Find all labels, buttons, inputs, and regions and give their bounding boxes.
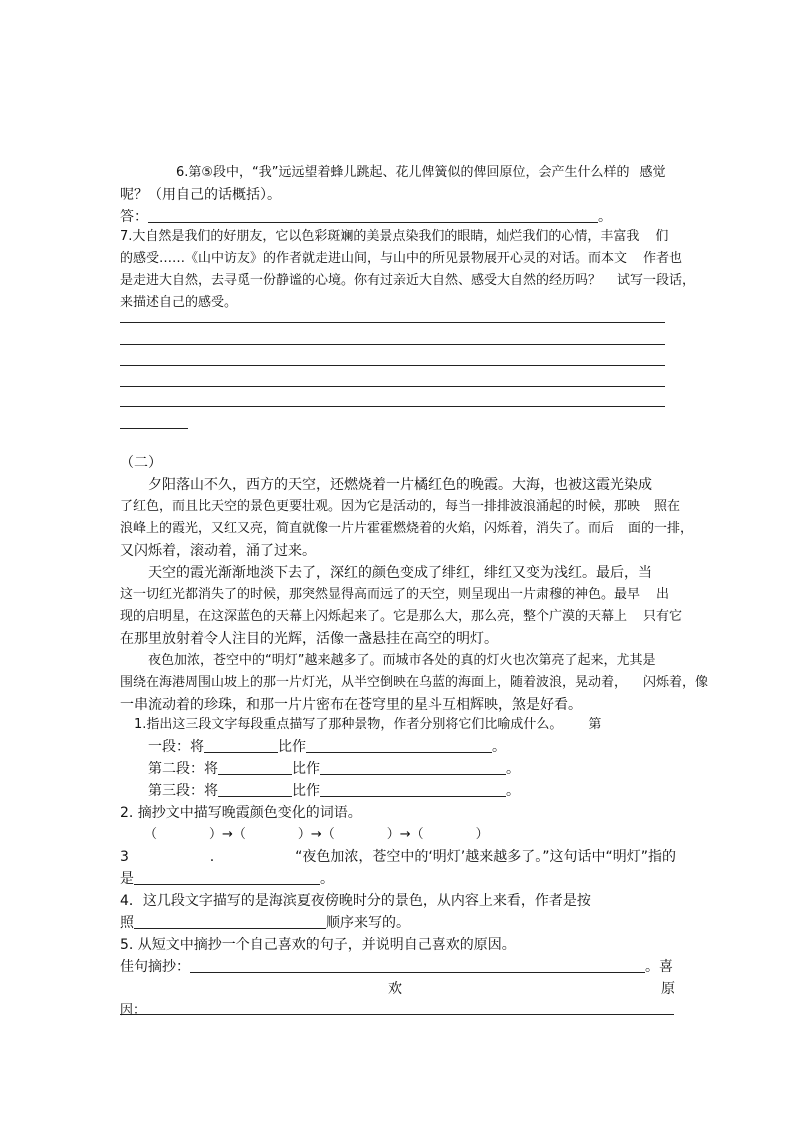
q2-color-chain[interactable]: （ ）→（ ）→（ ）→（ ） [144,827,489,842]
q1-segment-3: 第三段：将 比作 。 [148,783,520,799]
q4-answer-blank[interactable] [134,914,326,929]
q7-line4: 来描述自己的感受。 [120,295,238,310]
q3-line2: 是 。 [120,871,334,887]
q5-reason-answer-line[interactable] [120,1014,674,1015]
q6-line2: 呢？（用自己的话概括）。 [120,187,281,203]
q7-answer-line-1[interactable] [120,322,665,323]
q5-quote-blank[interactable] [190,958,645,973]
q7-line2: 的感受……《山中访友》的作者就走进山间，与山中的所见景物展开心灵的对话。而本文 作者也 [120,251,683,266]
q1-prompt: 1.指出这三段文字每段重点描写了那种景物，作者分别将它们比喻成什么。 第 [134,717,602,732]
q1-segment-1: 一段：将 比作 。 [148,739,506,755]
passage-p1-line1: 夕阳落山不久，西方的天空，还燃烧着一片橘红色的晚霞。大海，也被这霞光染成 [148,477,652,493]
section-heading: （二） [120,455,162,471]
q5-prompt: 5. 从短文中摘抄一个自己喜欢的句子，并说明自己喜欢的原因。 [120,937,516,953]
q4-line2: 照 顺序来写的。 [120,915,410,931]
q6-answer-blank[interactable] [148,208,598,223]
q5-quote-line: 佳句摘抄： 。喜 [120,959,673,975]
q7-answer-line-4[interactable] [120,386,665,387]
passage-p3-line3: 一串流动着的珍珠，和那一片片密布在苍穹里的星斗互相辉映，煞是好看。 [120,697,582,713]
passage-p3-line1: 夜色加浓，苍空中的“明灯”越来越多了。而城市各处的真的灯火也次第亮了起来，尤其是 [148,653,656,668]
passage-p2-line3: 现的启明星，在这深蓝色的天幕上闪烁起来了。它是那么大，那么亮，整个广漠的天幕上 只有它 [120,609,683,624]
q3-line1: 3 . “夜色加浓，苍空中的‘明灯’越来越多了。”这句话中“明灯”指的 [120,849,676,865]
q5-reason-word-2: 原 [661,981,675,997]
passage-p2-line2: 这一切红光都消失了的时候，那突然显得高而远了的天空，则呈现出一片肃穆的神色。最早 出 [120,587,670,602]
passage-p1-line3: 浪峰上的霞光，又红又亮，简直就像一片片霍霍燃烧着的火焰，闪烁着，消失了。而后 面的一排， [120,521,694,536]
q7-answer-line-5[interactable] [120,406,665,407]
q3-answer-blank[interactable] [134,870,320,885]
q6-answer-line: 答： 。 [120,209,612,225]
q7-answer-line-6[interactable] [120,428,188,429]
q7-line1: 7.大自然是我们的好朋友，它以色彩斑斓的美景点染我们的眼睛，灿烂我们的心情，丰富我 们 [120,229,669,244]
q1-seg1-metaphor-blank[interactable] [306,738,492,753]
q1-seg2-metaphor-blank[interactable] [320,760,506,775]
q4-line1: 4．这几段文字描写的是海滨夏夜傍晚时分的景色，从内容上来看，作者是按 [120,893,591,909]
q7-answer-line-2[interactable] [120,344,665,345]
q1-seg2-scene-blank[interactable] [218,760,292,775]
q1-seg3-metaphor-blank[interactable] [320,782,506,797]
passage-p2-line4: 在那里放射着令人注目的光辉，活像一盏悬挂在高空的明灯。 [120,631,498,647]
q1-segment-2: 第二段：将 比作 。 [148,761,520,777]
q7-line3: 是走进大自然，去寻觅一份静谧的心境。你有过亲近大自然、感受大自然的经历吗？ 试写一段话， [120,273,696,288]
passage-p2-line1: 天空的霞光渐渐地淡下去了，深红的颜色变成了绯红，绯红又变为浅红。最后，当 [148,565,652,581]
passage-p1-line2: 了红色，而且比天空的景色更要壮观。因为它是活动的，每当一排排波浪涌起的时候，那映 照在 [120,499,681,514]
q1-seg1-scene-blank[interactable] [204,738,278,753]
q7-answer-line-3[interactable] [120,365,665,366]
q6-line1: 6.第⑤段中，“我”远远望着蜂儿跳起、花儿俾簧似的俾回原位，会产生什么样的 感觉 [176,165,666,180]
passage-p1-line4: 又闪烁着，滚动着，涌了过来。 [120,543,316,559]
q5-reason-word-1: 欢 [388,981,402,997]
q2-prompt: 2. 摘抄文中描写晚霞颜色变化的词语。 [120,805,362,821]
q5-reason-label: 因： [120,1003,147,1018]
passage-p3-line2: 围绕在海港周围山坡上的那一片灯光，从半空倒映在乌蓝的海面上，随着波浪，晃动着， 闪烁着，像 [120,675,709,690]
q1-seg3-scene-blank[interactable] [218,782,292,797]
